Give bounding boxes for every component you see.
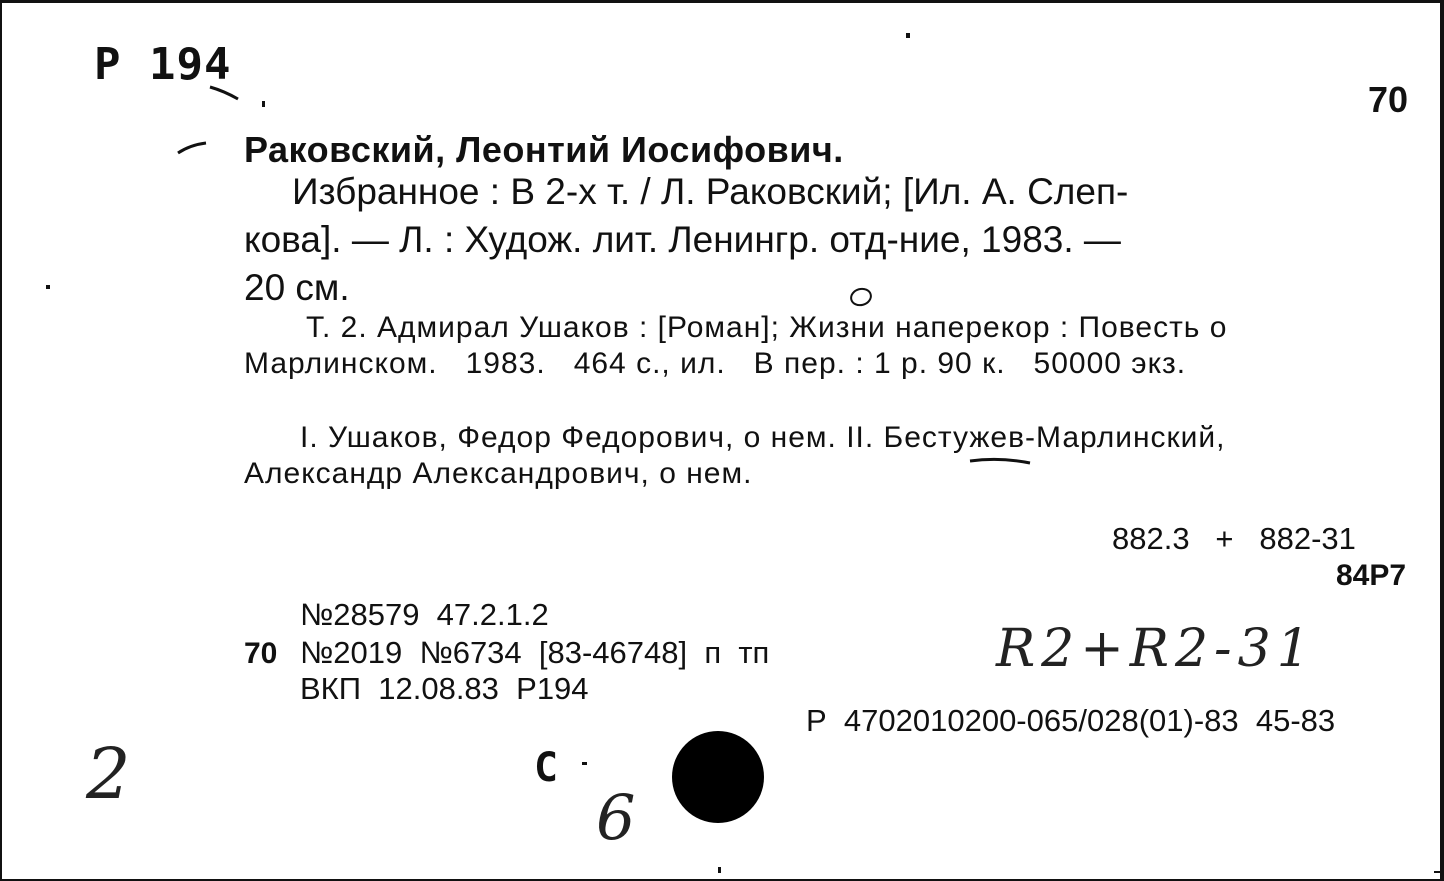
description-line-2: кова]. — Л. : Худож. лит. Ленингр. отд-ние, 1983. — <box>244 219 1121 260</box>
classification-index: 882.3 + 882-31 <box>1112 521 1356 556</box>
stamp-letter: С <box>534 745 559 791</box>
registry-line-2: №2019 №6734 [83-46748] п тп <box>300 635 770 670</box>
registry-line-1: №28579 47.2.1.2 <box>300 597 549 632</box>
author-heading: Раковский, Леонтий Иосифович. <box>244 129 844 170</box>
page-number: 70 <box>1368 79 1409 120</box>
description-line-3: 20 см. <box>244 267 350 308</box>
volume-line-2: Марлинском. 1983. 464 с., ил. В пер. : 1 р. 90 к. 50000 экз. <box>244 347 1187 380</box>
author-sign: 84Р7 <box>1336 559 1407 592</box>
publisher-code: Р 4702010200-065/028(01)-83 45-83 <box>806 703 1336 738</box>
registry-prefix: 70 <box>244 637 278 670</box>
handwritten-bottom-mark: 6 <box>596 781 636 854</box>
description-line-1: Избранное : В 2-х т. / Л. Раковский; [Ил. А. Слеп- <box>292 171 1129 212</box>
stray-specks <box>2 3 1444 881</box>
subject-line-1: I. Ушаков, Федор Федорович, о нем. II. Бестужев-Марлинский, <box>300 421 1226 454</box>
subject-line-2: Александр Александрович, о нем. <box>244 457 753 490</box>
handwritten-left-mark: 2 <box>86 733 131 815</box>
registry-line-3: ВКП 12.08.83 Р194 <box>300 671 589 706</box>
handwritten-classification: R2+R2-31 <box>996 619 1316 679</box>
call-number: Р 194 <box>94 39 232 90</box>
volume-line-1: Т. 2. Адмирал Ушаков : [Роман]; Жизни наперекор : Повесть о <box>306 311 1228 344</box>
